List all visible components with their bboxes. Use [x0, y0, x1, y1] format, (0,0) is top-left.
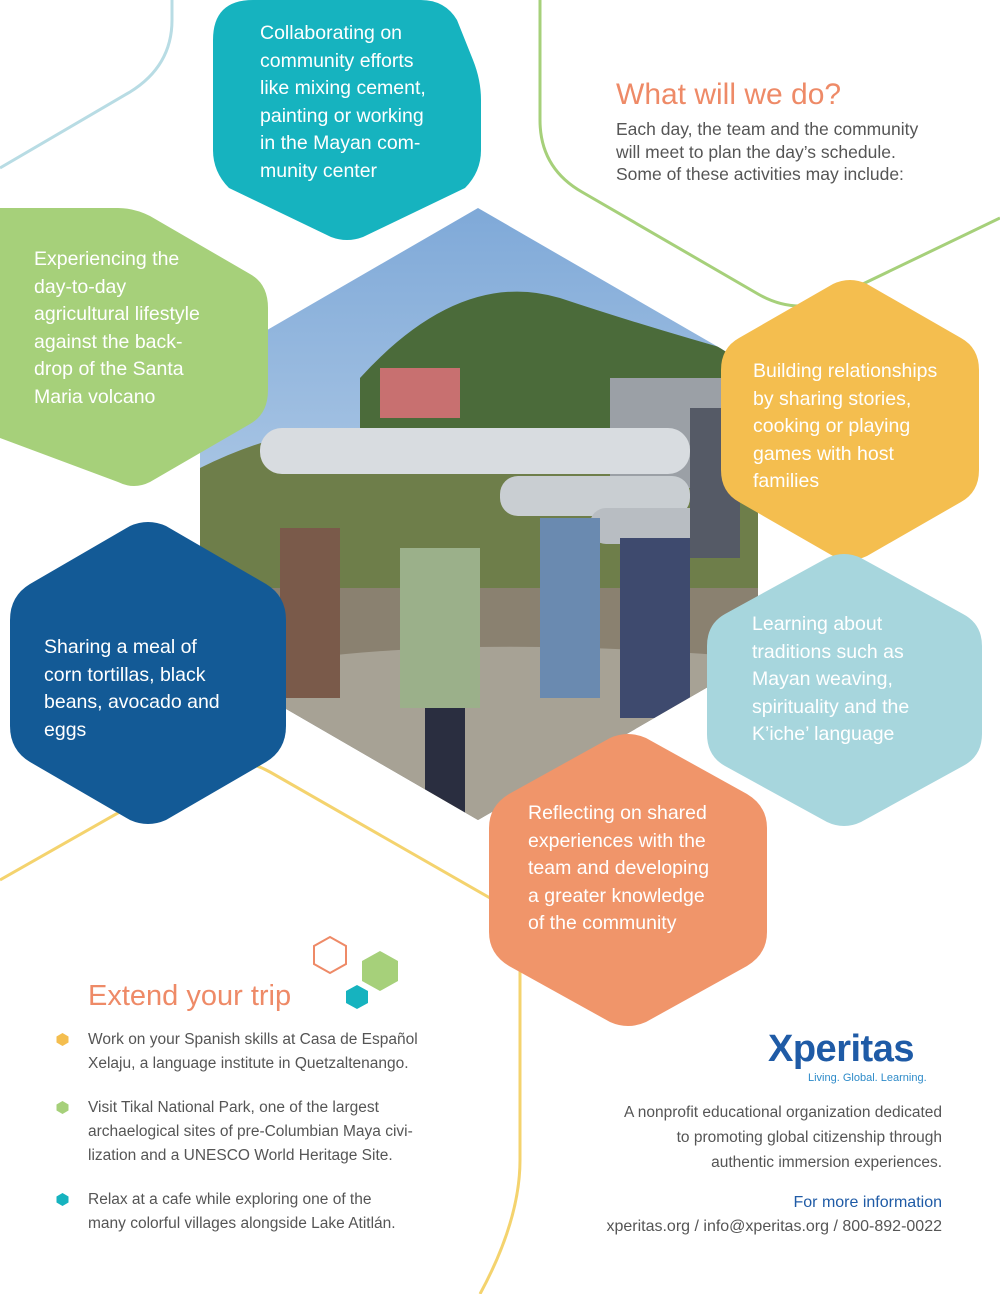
- xperitas-logo: [768, 1028, 948, 1088]
- list-item-text: Visit Tikal National Park, one of the largest archaelogical sites of pre-Columbian Maya civi- lization and a UNESCO World Heritage Site.: [88, 1099, 413, 1164]
- activity-hex-reflecting: [489, 730, 767, 1030]
- contact-info: xperitas.org / info@xperitas.org / 800-892-0022: [606, 1218, 942, 1235]
- logo-tagline: Living. Global. Learning.: [808, 1072, 927, 1084]
- hexagon-outline-icon: [314, 937, 346, 973]
- hexagon-bullet-icon: [56, 1193, 69, 1206]
- activity-text: Reflecting on shared experiences with the team and developing a greater knowledge of the community: [528, 802, 710, 934]
- activity-hex-agricultural-lifestyle: [0, 208, 268, 490]
- activity-text: Sharing a meal of corn tortillas, black beans, avocado and eggs: [44, 636, 220, 741]
- list-item: [56, 1028, 496, 1076]
- list-item-text: Work on your Spanish skills at Casa de Español Xelaju, a language institute in Quetzaltenango.: [88, 1031, 418, 1072]
- activity-hex-community-efforts: [213, 0, 481, 243]
- list-item: [56, 1096, 496, 1168]
- hexagon-green-icon: [362, 951, 398, 991]
- mission-statement: A nonprofit educational organization dedicated to promoting global citizenship through authentic immersion experiences.: [624, 1104, 942, 1171]
- activity-hex-building-relationships: [721, 276, 979, 564]
- trip-list: [56, 1028, 496, 1256]
- section-title: Extend your trip: [88, 980, 292, 1012]
- hexagon-bullet-icon: [56, 1033, 69, 1046]
- list-item-text: Relax at a cafe while exploring one of the many colorful villages alongside Lake Atitlán.: [88, 1191, 396, 1232]
- activity-text: Learning about traditions such as Mayan weaving, spirituality and the K’iche’ language: [752, 613, 910, 745]
- section-intro: Each day, the team and the community will meet to plan the day’s schedule. Some of these activities may include:: [616, 119, 919, 184]
- activity-text: Experiencing the day-to-day agricultural lifestyle against the back- drop of the Santa Maria volcano: [34, 248, 200, 408]
- hexagon-bullet-icon: [56, 1101, 69, 1114]
- activity-text: Building relationships by sharing stories, cooking or playing games with host families: [753, 360, 938, 492]
- hexagon-teal-icon: [346, 985, 368, 1009]
- list-item: [56, 1188, 496, 1236]
- decorative-mini-hexagons: [305, 935, 405, 1015]
- activity-hex-sharing-meal: [10, 518, 286, 828]
- activity-text: Collaborating on community efforts like mixing cement, painting or working in the Mayan com- munity center: [260, 22, 426, 182]
- more-info-label: For more information: [793, 1194, 942, 1211]
- section-title: What will we do?: [616, 78, 842, 111]
- logo-wordmark: Xperitas: [768, 1028, 914, 1070]
